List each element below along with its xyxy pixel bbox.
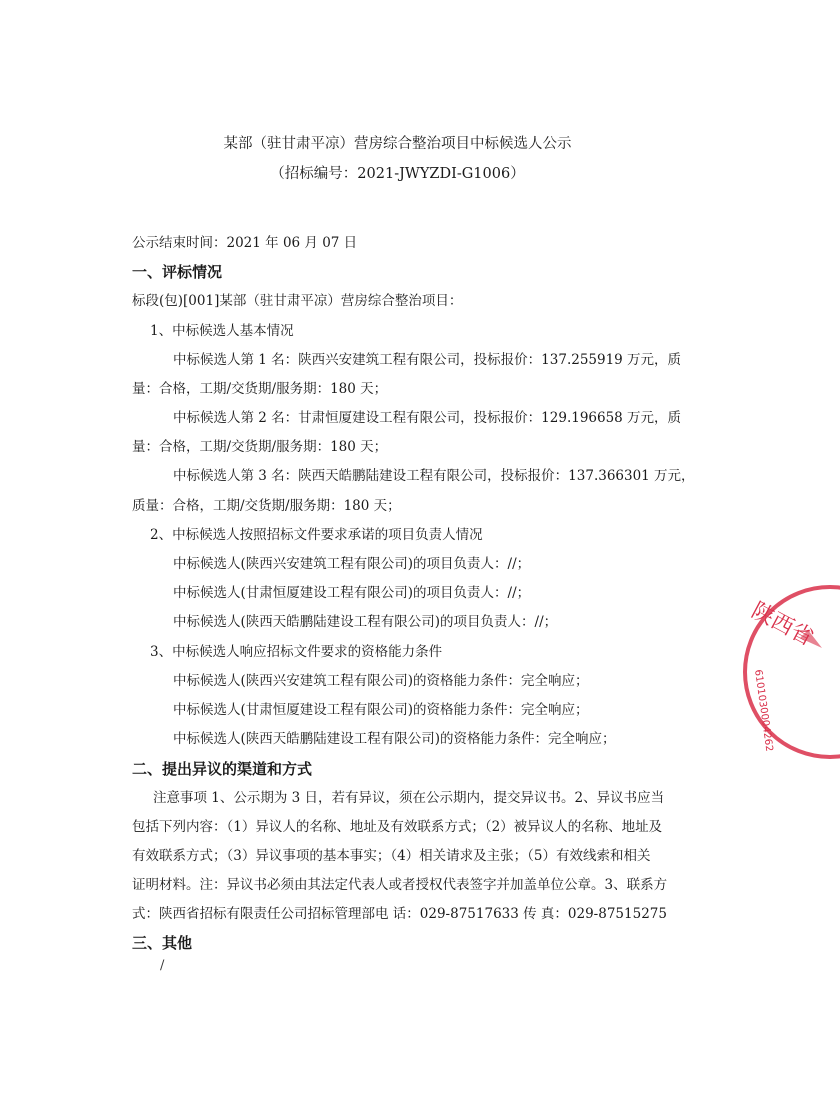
candidate-2-line-2: 量：合格，工期/交货期/服务期：180 天； (132, 439, 388, 455)
candidate-1-line-1: 中标候选人第 1 名：陕西兴安建筑工程有限公司，投标报价：137.255919 万元，质 (173, 352, 682, 368)
objection-paragraph-line-2: 包括下列内容：（1）异议人的名称、地址及有效联系方式；（2）被异议人的名称、地址及 (132, 819, 663, 835)
objection-paragraph-line-3: 有效联系方式；（3）异议事项的基本事实；（4）相关请求及主张；（5）有效线索和相关 (132, 848, 651, 864)
candidate-3-line-1: 中标候选人第 3 名：陕西天皓鹏陆建设工程有限公司，投标报价：137.366301 万元， (173, 468, 695, 484)
section-1-heading: 一、评标情况 (132, 263, 223, 281)
seal-name-text: 陕西省 (747, 598, 818, 652)
project-manager-2: 中标候选人(甘肃恒厦建设工程有限公司)的项目负责人：//； (173, 585, 531, 601)
lot-title: 标段(包)[001]某部（驻甘肃平凉）营房综合整治项目： (132, 293, 463, 309)
qualification-2: 中标候选人(甘肃恒厦建设工程有限公司)的资格能力条件：完全响应； (173, 702, 589, 718)
project-manager-3: 中标候选人(陕西天皓鹏陆建设工程有限公司)的项目负责人：//； (173, 614, 558, 630)
qualification-1: 中标候选人(陕西兴安建筑工程有限公司)的资格能力条件：完全响应； (173, 673, 589, 689)
qualification-3: 中标候选人(陕西天皓鹏陆建设工程有限公司)的资格能力条件：完全响应； (173, 731, 616, 747)
candidate-3-line-2: 质量：合格，工期/交货期/服务期：180 天； (132, 498, 401, 514)
section-3-heading: 三、其他 (132, 934, 193, 952)
section-3-content: / (160, 958, 165, 973)
subsection-2-heading: 2、中标候选人按照招标文件要求承诺的项目负责人情况 (150, 527, 483, 543)
objection-paragraph-line-5: 式：陕西省招标有限责任公司招标管理部电 话：029-87517633 传 真：029-87515275 (132, 906, 667, 922)
subsection-1-heading: 1、中标候选人基本情况 (150, 323, 294, 339)
tender-number: （招标编号：2021-JWYZDI-G1006） (270, 166, 525, 182)
objection-paragraph-line-4: 证明材料。注：异议书必须由其法定代表人或者授权代表签字并加盖单位公章。3、联系方 (132, 877, 668, 893)
document-title: 某部（驻甘肃平凉）营房综合整治项目中标候选人公示 (223, 136, 572, 152)
candidate-2-line-1: 中标候选人第 2 名：甘肃恒厦建设工程有限公司，投标报价：129.196658 万元，质 (173, 410, 682, 426)
project-manager-1: 中标候选人(陕西兴安建筑工程有限公司)的项目负责人：//； (173, 556, 531, 572)
objection-paragraph-line-1: 注意事项 1、公示期为 3 日，若有异议，须在公示期内，提交异议书。2、异议书应当 (153, 790, 665, 806)
seal-number-text: 6101030004262 (752, 668, 775, 753)
section-2-heading: 二、提出异议的渠道和方式 (132, 760, 313, 778)
official-seal-stamp (730, 560, 840, 790)
subsection-3-heading: 3、中标候选人响应招标文件要求的资格能力条件 (150, 644, 443, 660)
candidate-1-line-2: 量：合格，工期/交货期/服务期：180 天； (132, 381, 388, 397)
announcement-end-time: 公示结束时间：2021 年 06 月 07 日 (132, 235, 358, 251)
